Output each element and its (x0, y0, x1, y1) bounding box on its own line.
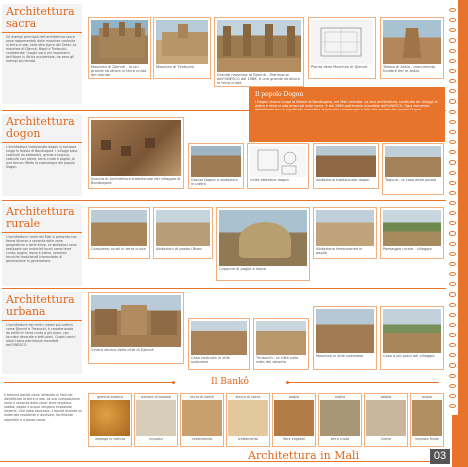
photo-caption: Timbuctù - la città sulla rotta del deserto (256, 356, 299, 365)
photo-caption: Tomba di Askia - monumento funebre del re Askia (383, 65, 436, 74)
photo-caption: Casa a più piani del villaggio (383, 354, 435, 358)
photo-card (382, 143, 444, 195)
material-caption: rivestimento (191, 437, 213, 441)
material-card (180, 393, 224, 447)
photo-card (253, 318, 309, 370)
rural-photo (383, 210, 441, 246)
floor-plan-icon (311, 20, 373, 64)
material-card (134, 393, 178, 447)
section-sacra (2, 4, 82, 104)
section-title: Architettura rurale (2, 204, 82, 233)
toguna-photo (385, 146, 441, 177)
material-swatch (274, 400, 314, 436)
material-swatch (90, 400, 130, 436)
granary-photo (191, 146, 241, 177)
photo-card (313, 306, 377, 370)
material-label: polvere di baobab (141, 395, 171, 399)
material-caption: inerte (381, 437, 391, 441)
photo-card (153, 207, 213, 259)
photo-card (188, 143, 244, 189)
section-text: L'architettura tradizionale dogon si sviluppa lungo la falesia di Bandiagara. I villaggi sono costituiti da abitazioni, granai e toguna, costruiti con pietra, terra cruda e paglia; la loro forma riflette la cosmologia del popolo Dogon. (6, 145, 78, 169)
material-card (318, 393, 362, 447)
mosque-photo (156, 20, 208, 64)
photo-card (380, 17, 444, 79)
photo-card (313, 143, 379, 189)
section-divider (2, 110, 446, 111)
info-title: Il popolo Dogon (255, 91, 304, 98)
photo-caption: Granai Dogon e abitazioni in pietra (191, 178, 238, 187)
section-title: Architettura urbana (2, 292, 82, 321)
material-caption: impiego in cottura (94, 437, 126, 441)
info-text: I Dogon vivono lungo la falesia di Bandiagara, nel Mali centrale. La loro architettura, costituita da villaggi in pietra e terra cruda arroccati sulle rocce, è dal 1989 patrimonio mondiale dell'UNESCO. Ogni elemento (255, 100, 438, 109)
material-swatch (136, 400, 176, 436)
photo-card (214, 17, 304, 87)
photo-card (216, 207, 310, 281)
material-card (364, 393, 408, 447)
material-swatch (366, 400, 406, 436)
photo-card (188, 318, 250, 370)
house-photo (191, 321, 247, 355)
section-text: Gli esempi principali dell'architettura sacra sono rappresentati dalle moschee costruite in terra cruda, nello stile tipico del Sahel. Le moschee di Djenné, Mopti e Timbuctù, considerate i luoghi sacri più importanti dell'Islam in Africa occidentale, ne sono gli esempi più famosi. (6, 35, 77, 63)
material-label: paglia (288, 395, 300, 399)
banko-title: Il Bankô (211, 377, 249, 387)
material-card (272, 393, 316, 447)
photo-card (308, 17, 376, 79)
material-swatch (182, 400, 222, 436)
photo-caption: Capanne di paglia e legno (219, 267, 266, 271)
banko-divider-left (4, 382, 174, 383)
section-title: Architettura sacra (2, 4, 82, 33)
photo-card (88, 17, 151, 79)
section-text: L'architettura rurale del Mali si presenta con forme diverse a seconda delle zone geografiche e delle etnie. Le abitazioni sono realizzate con materiali locali come terra cruda, paglia, legno e pietra, secondo tecniche tradizionali tramandate di generazione in generazione. (6, 235, 77, 263)
side-strip (458, 0, 468, 467)
dwelling-photo (316, 146, 376, 177)
photo-card (380, 306, 444, 370)
material-label: acqua (421, 395, 433, 399)
photo-card (88, 292, 184, 364)
material-label: sterco di vacca (235, 395, 261, 399)
rural-photo (156, 210, 210, 246)
photo-caption: Moschea di Djenné - la più grande struttura in terra cruda del mondo (91, 65, 147, 78)
plan-drawing (250, 146, 306, 177)
photo-card (153, 17, 211, 79)
page-number: 03 (430, 449, 450, 464)
binder-holes (449, 8, 455, 408)
material-caption: impasto finale (415, 437, 439, 441)
photo-caption: Moschea di Timbuctù (156, 65, 195, 69)
rural-photo (91, 210, 147, 246)
side-strip-bottom (452, 415, 458, 467)
photo-caption: Grande moschea di Djenné - Patrimonio dell'UNESCO dal 1988, è una grande struttura in terra cruda (217, 73, 300, 86)
photo-caption: Paesaggio rurale - villaggio (383, 247, 432, 251)
material-label: argilla (334, 395, 346, 399)
section-text: L'architettura dei centri urbani più antichi, come Djenné e Timbuctù, è caratterizzata da edifici in terra cruda a più piani, con facciate decorate e tetti piani. Questi centri storici sono patrimonio mondiale dell'UNESCO. (6, 323, 76, 347)
section-divider (2, 288, 446, 289)
section-urbana (2, 292, 82, 374)
material-label: burro di karité (190, 395, 214, 399)
tomb-photo (383, 20, 441, 64)
plan-drawing (311, 20, 373, 64)
photo-card (380, 207, 444, 259)
material-swatch (320, 400, 360, 436)
footer-line (0, 461, 440, 462)
material-card (226, 393, 270, 447)
mosque-photo (91, 20, 148, 64)
photo-card (88, 207, 150, 259)
rural-photo (316, 210, 374, 246)
photo-caption: Casa costruita in stile sudanese (191, 356, 230, 365)
photo-caption: Pianta della Moschea di Djenné (311, 65, 368, 69)
photo-caption: Toguna - la casa della parola (385, 178, 437, 182)
photo-caption: Complessi rurali in terra cruda (91, 247, 146, 251)
material-caption: terra cruda (330, 437, 350, 441)
photo-caption: Abitazione tradizionale dogon (316, 178, 370, 182)
material-label: gomma arabica (97, 395, 123, 399)
photo-card (313, 207, 377, 259)
material-caption: fibre vegetali (283, 437, 305, 441)
city-photo (256, 321, 306, 355)
photo-caption: Moschea in stile sudanese (316, 354, 364, 358)
footer-title: Architettura in Mali (248, 449, 360, 462)
photo-caption: Abitazioni di pastori Bozo (156, 247, 202, 251)
section-divider (2, 200, 446, 201)
mosque-photo (217, 20, 301, 72)
house-photo (383, 309, 441, 353)
material-label: sabbia (380, 395, 392, 399)
banko-text: Il termine bankô viene utilizzato in Mali per identificare la terra cruda. La sua composizione varia a seconda della zona: terra argillosa, sabbia, paglia e acqua vengono impastate insieme. Una volta essiccato, il bankô diventa un materiale resistente e durevole, facilmente reperibile e a basso costo. (4, 393, 83, 422)
material-card (410, 393, 444, 447)
material-caption: impasto (149, 437, 163, 441)
photo-card (88, 117, 184, 189)
material-swatch (412, 400, 442, 436)
city-photo (91, 295, 181, 347)
info-box-dogon (249, 87, 445, 142)
hut-photo (219, 210, 307, 266)
material-caption: trattamento (238, 437, 258, 441)
material-card (88, 393, 132, 447)
banko-divider-right (289, 382, 439, 383)
cliff-photo (91, 120, 181, 176)
photo-caption: Scorcio di architettura tradizionale del villaggio di Bandiagara (91, 177, 181, 186)
dwelling-plan-icon (250, 146, 306, 177)
section-dogon (2, 114, 82, 196)
photo-caption: Abitazione temporanea in paglia (316, 247, 363, 256)
section-title: Architettura dogon (2, 114, 82, 143)
photo-caption: Centro storico della città di Djenné (91, 348, 154, 352)
photo-card (247, 143, 309, 189)
material-swatch (228, 400, 268, 436)
section-rurale (2, 204, 82, 286)
photo-caption: Unità abitativa dogon (250, 178, 289, 182)
mosque-photo (316, 309, 374, 353)
